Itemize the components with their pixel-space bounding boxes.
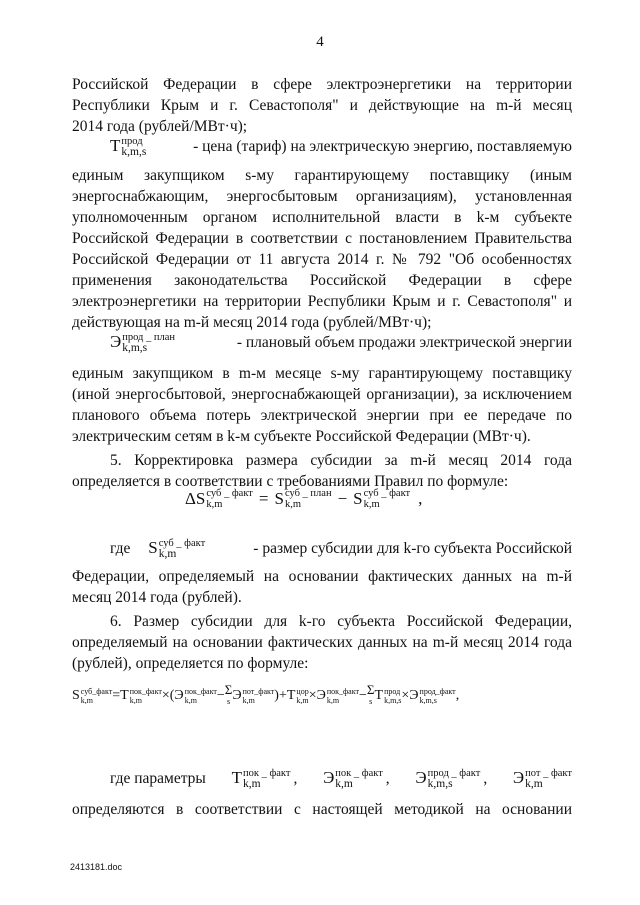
- text-line: Российской Федерации от 11 августа 2014 г. № 792 "Об особенностях: [72, 251, 572, 268]
- symbol-S: S: [148, 538, 158, 557]
- text-line: (рублей), определяется по формуле:: [72, 655, 309, 672]
- text-line: 6. Размер субсидии для k-го субъекта Российской Федерации,: [110, 613, 572, 630]
- parameters-line: [110, 768, 572, 790]
- formula-operator: ×Э: [401, 688, 419, 703]
- formula-operator: =: [112, 688, 121, 703]
- formula-subsidy: [72, 684, 572, 708]
- formula-operator: ,: [455, 688, 460, 703]
- text-line: единым закупщиком в m-м месяце s-му гарантирующему поставщику: [72, 365, 572, 382]
- formula-term: прод_факт k,m,s: [419, 687, 456, 705]
- text-line: планового объема потерь электрической энергии при ее передаче по: [72, 407, 572, 424]
- formula-operator: −: [216, 688, 225, 703]
- where-word: где параметры: [110, 770, 206, 787]
- page-number: 4: [316, 34, 324, 50]
- formula-symbol: S: [353, 489, 363, 508]
- text-line: Российской Федерации в соответствии с постановлением Правительства: [72, 230, 572, 247]
- text-line: определяются в соответствии с настоящей методикой на основании: [72, 801, 572, 818]
- definition-text: - плановый объем продажи электрической энергии: [236, 334, 572, 351]
- text-line: уполномоченным органом исполнительной власти в k-м субъекте: [72, 209, 572, 226]
- sigma-sum: Σ s: [224, 682, 233, 706]
- formula-operator: =: [258, 489, 269, 508]
- subscript: k,m,s: [122, 342, 148, 355]
- formula-operator: ×(Э: [161, 688, 184, 703]
- text-line: применения законодательства Российской Федерации в сфере: [72, 272, 572, 289]
- sigma-sum: Σ s: [366, 682, 375, 706]
- formula-operator: ×Э: [308, 688, 326, 703]
- parameter-symbol: Э прод _ факт k,m,s ,: [415, 768, 488, 791]
- text-line: 2014 года (рублей/МВт·ч);: [72, 118, 248, 135]
- text-line: 5. Корректировка размера субсидии за m-й месяц 2014 года: [110, 452, 572, 469]
- subscript: k,m,s: [121, 146, 147, 159]
- file-name-footer: 2413181.doc: [70, 862, 123, 872]
- definition-T-first-line: [110, 136, 572, 158]
- text-line: действующая на m-й месяц 2014 года (рублей/МВт·ч);: [72, 314, 432, 331]
- text-line: энергоснабжающим, энергосбытовым организациям), установленная: [72, 188, 572, 205]
- formula-symbol: S: [274, 489, 284, 508]
- where-S-first-line: где S суб _ факт k,m - размер субсидии для k-го субъекта Российской: [110, 538, 572, 561]
- formula-operator: −: [359, 688, 367, 703]
- definition-E-first-line: [110, 332, 572, 354]
- formula-term: T прод k,m,s: [374, 687, 402, 705]
- symbol-E: Э прод _ план k,m,s: [110, 332, 176, 355]
- formula-term: цор k,m: [296, 687, 309, 705]
- parameter-symbol: Э пок _ факт k,m ,: [323, 768, 390, 791]
- parameter-symbol: T пок _ факт k,m ,: [231, 768, 298, 791]
- formula-term: Э пот_факт k,m: [232, 687, 275, 705]
- definition-text: - размер субсидии для k-го субъекта Российской: [253, 540, 572, 557]
- formula-symbol: ΔS: [185, 489, 206, 508]
- formula-term: S суб_факт k,m: [72, 687, 113, 705]
- superscript: прод _ план: [122, 332, 176, 344]
- text-line: (иной энергосбытовой, энергоснабжающей организации), за исключением: [72, 386, 572, 403]
- text-line: электроэнергетики на территории Республики Крым и г. Севастополя" и: [72, 293, 572, 310]
- text-line: Федерации, определяемый на основании фактических данных на m-й: [72, 568, 572, 585]
- formula-operator: −: [337, 489, 348, 508]
- formula-correction: ΔS суб _ факт k,m = S суб _ план k,m − S суб _ факт k,m ,: [185, 488, 423, 510]
- symbol-T: T прод k,m,s: [110, 136, 147, 159]
- parameter-symbol: Э пот _ факт k,m: [512, 768, 572, 791]
- definition-text: - цена (тариф) на электрическую энергию, поставляемую: [193, 138, 572, 155]
- text-line: определяется в соответствии с требованиями Правил по формуле:: [72, 473, 509, 490]
- superscript: прод: [121, 136, 143, 148]
- where-word: где: [110, 540, 131, 557]
- text-line: определяемый на основании фактических данных на m-й месяц 2014 года: [72, 634, 572, 651]
- text-line: месяц 2014 года (рублей).: [72, 589, 242, 606]
- formula-term: T пок_факт k,m: [120, 687, 162, 705]
- formula-operator: )+T: [274, 688, 296, 703]
- text-line: Республики Крым и г. Севастополя" и действующие на m-й месяц: [72, 97, 572, 114]
- text-line: Российской Федерации в сфере электроэнергетики на территории: [72, 76, 572, 93]
- formula-term: пок_факт k,m: [184, 687, 217, 705]
- text-line: электрическим сетям в k-м субъекте Российской Федерации (МВт·ч).: [72, 428, 531, 445]
- text-line: единым закупщиком s-му гарантирующему поставщику (иным: [72, 167, 572, 184]
- formula-term: пок_факт k,m: [326, 687, 360, 705]
